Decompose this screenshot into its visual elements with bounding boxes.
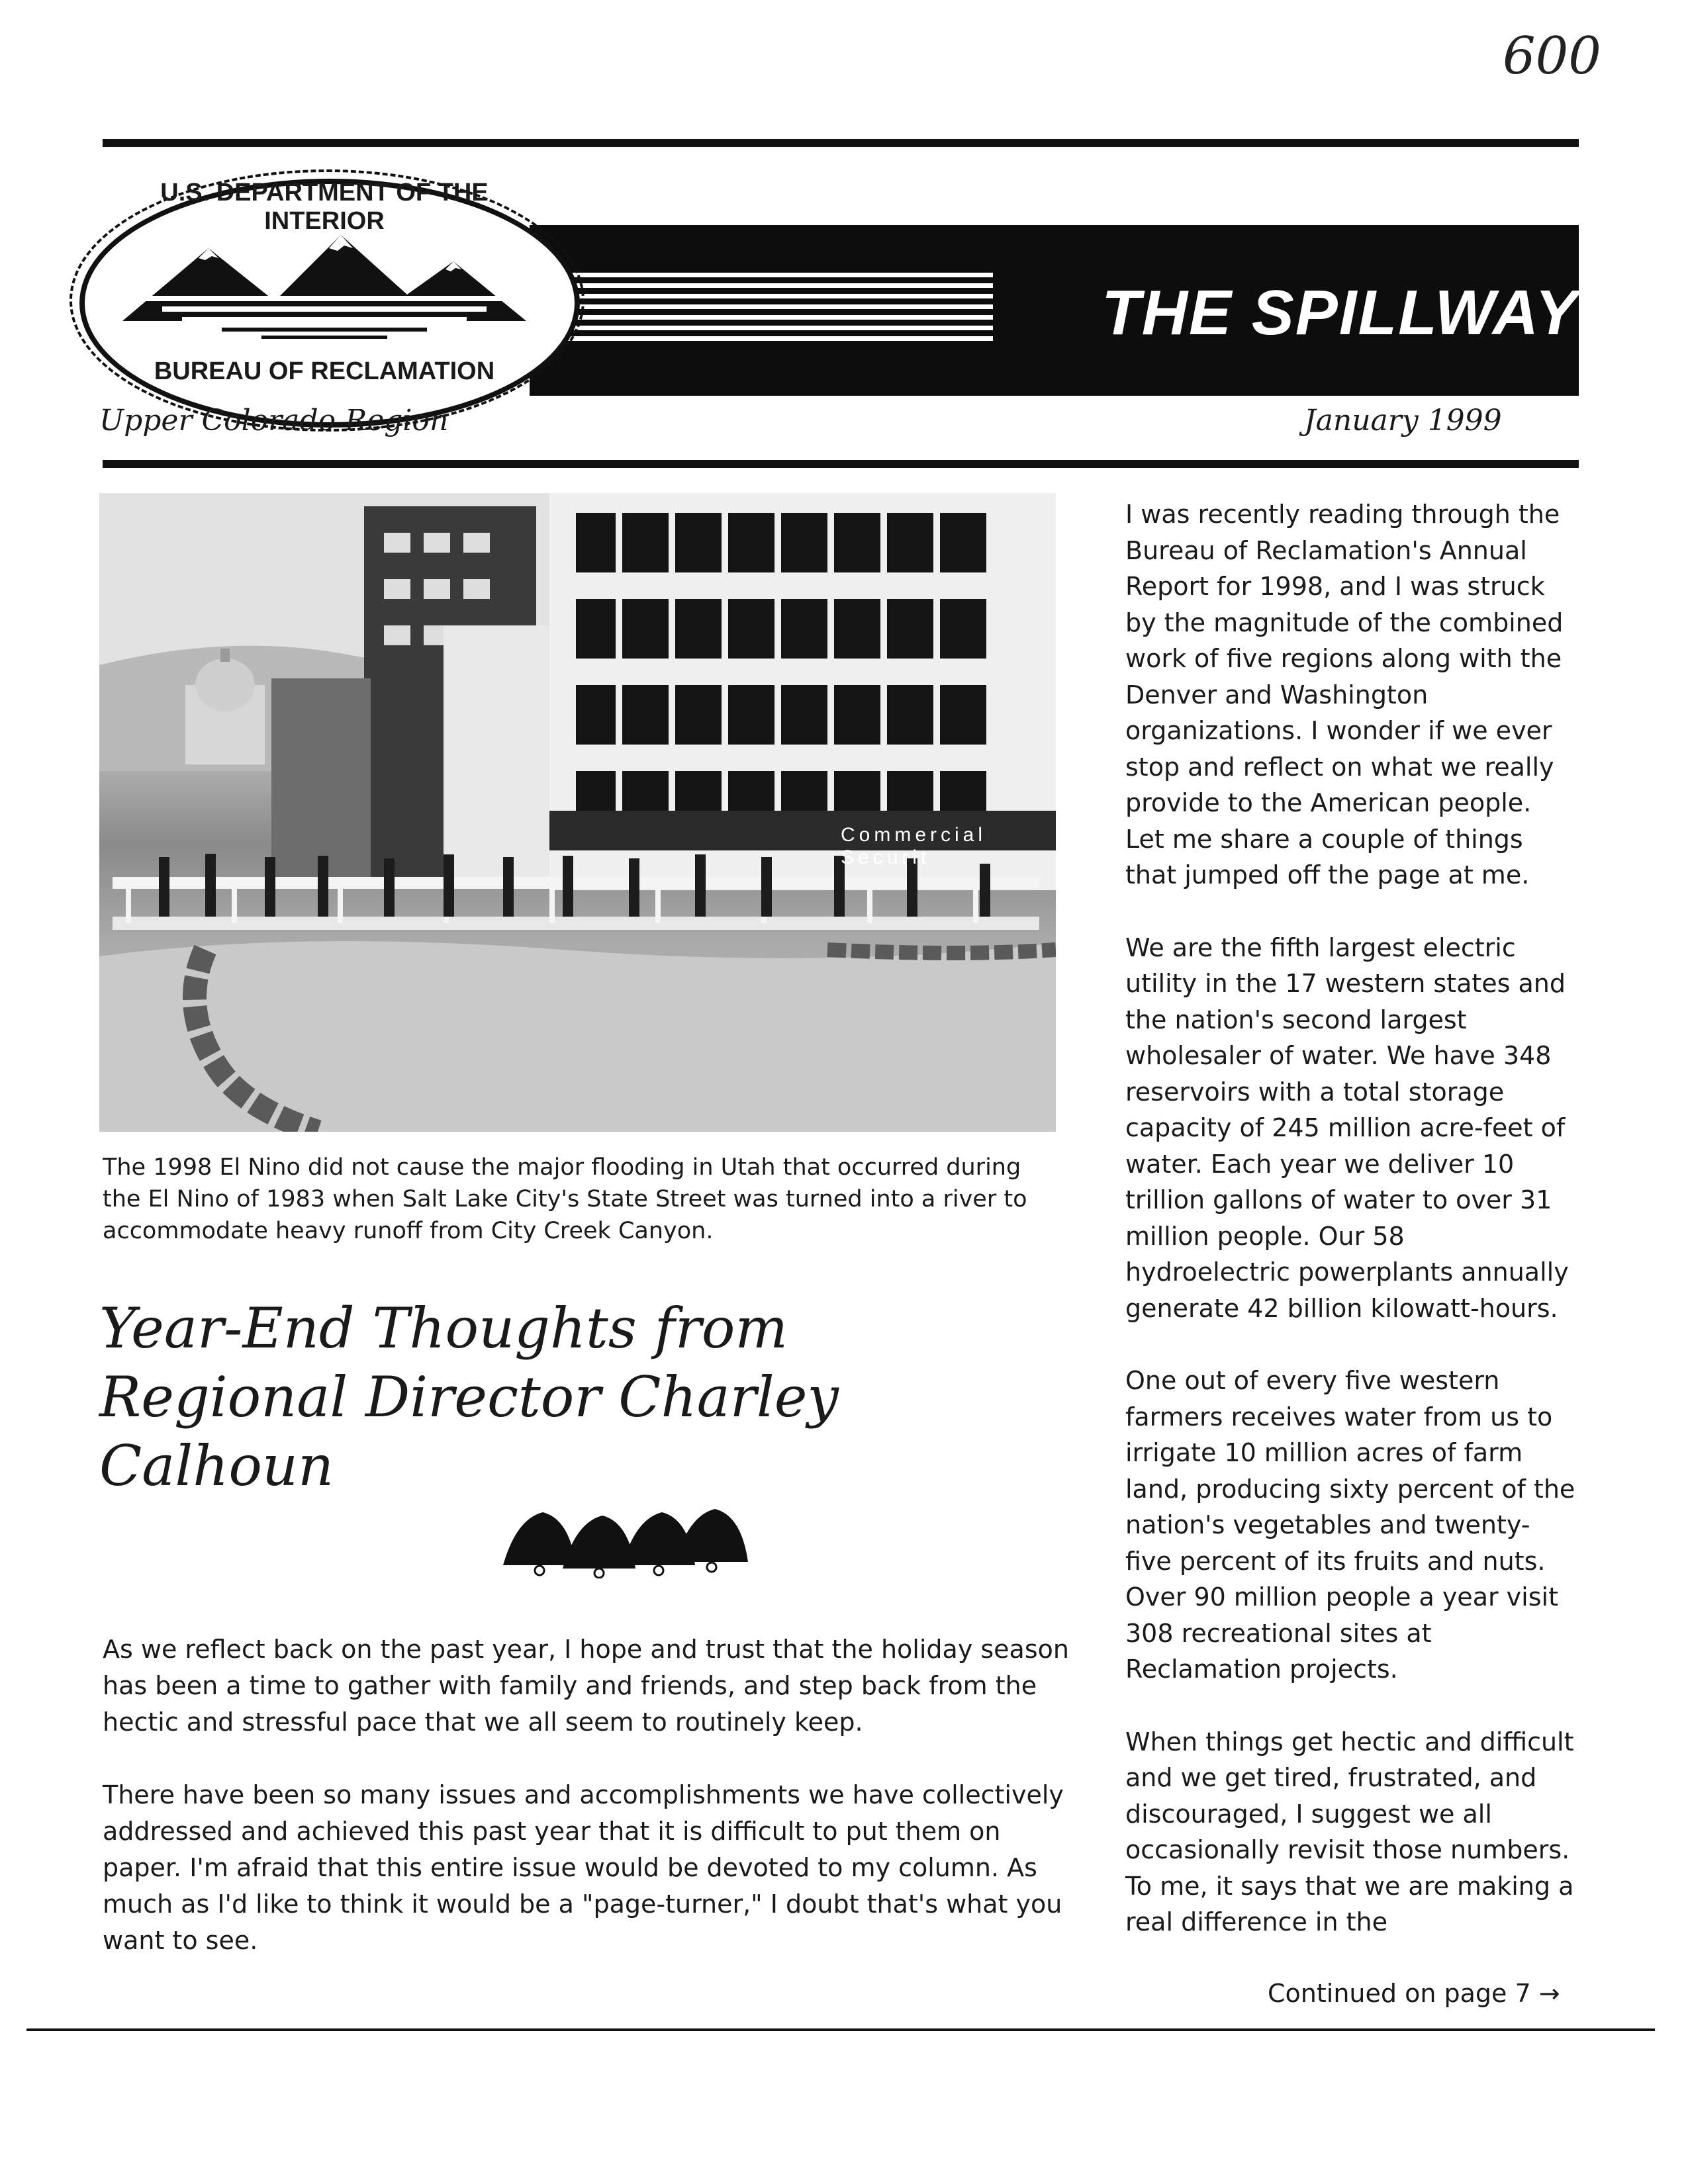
flood-photo bbox=[99, 493, 1056, 1132]
article-right-column bbox=[1125, 496, 1575, 1977]
paragraph: When things get hectic and difficult and we get tired, frustrated, and discouraged, I suggest we all occasionally revisit those numbers. To me, it says that we are making a real difference in the bbox=[1125, 1727, 1574, 1936]
flood-scene-image bbox=[99, 493, 1056, 1132]
mountains-logo-icon bbox=[122, 222, 526, 341]
footer-rule bbox=[26, 2028, 1655, 2031]
region-name: Upper Colorado Region bbox=[99, 404, 449, 437]
paragraph: I was recently reading through the Bureau of Reclamation's Annual Report for 1998, and I was struck by the magnitude of the combined work of five regions along with the Denver and Washington organizations. I wonder if we ever stop and reflect on what we really provide to the American people. Let me share a couple of things that jumped off the page at me. bbox=[1125, 500, 1564, 889]
article-left-column bbox=[103, 1631, 1069, 1995]
bells-icon bbox=[496, 1492, 755, 1578]
photo-caption: The 1998 El Nino did not cause the major flooding in Utah that occurred during the El Nino of 1983 when Salt Lake City's State Street was turned into a river to accommodate heavy runoff from City Creek Canyon. bbox=[103, 1154, 1027, 1244]
banner-speed-stripes bbox=[530, 273, 993, 345]
paragraph: One out of every five western farmers receives water from us to irrigate 10 million acres of farm land, producing sixty percent of the nation's vegetables and twenty-five percent of its fruits and nuts. Over 90 million people a year visit 308 recreational sites at Reclamation projects. bbox=[1125, 1366, 1575, 1684]
article-headline: Year-End Thoughts from Regional Director Charley Calhoun bbox=[99, 1296, 839, 1498]
handwritten-page-note: 600 bbox=[1503, 26, 1601, 86]
continued-link[interactable]: Continued on page 7 → bbox=[1268, 1979, 1560, 2008]
paragraph: As we reflect back on the past year, I hope and trust that the holiday season has been a time to gather with family and friends, and step back from the hectic and stressful pace that we all seem to routinely keep. bbox=[103, 1635, 1069, 1737]
top-rule bbox=[103, 139, 1579, 147]
masthead-bottom-rule bbox=[103, 460, 1579, 468]
newsletter-title: THE SPILLWAY bbox=[1102, 277, 1579, 348]
issue-date: January 1999 bbox=[1304, 404, 1502, 437]
logo-org-top: U.S. DEPARTMENT OF THE INTERIOR bbox=[160, 179, 489, 235]
store-sign: Commercial Securit bbox=[841, 824, 987, 868]
paragraph: We are the fifth largest electric utility in the 17 western states and the nation's second largest wholesaler of water. We have 348 reservoirs with a total storage capacity of 245 million acre-feet of water. Each year we deliver 10 trillion gallons of water to over 31 million people. Our 58 hydroelectric powerplants annually generate 42 billion kilowatt-hours. bbox=[1125, 933, 1569, 1323]
paragraph: There have been so many issues and accomplishments we have collectively addressed and achieved this past year that it is difficult to put them on paper. I'm afraid that this entire issue would be devoted to my column. As much as I'd like to think it would be a "page-turner," I doubt that's what you want to see. bbox=[103, 1780, 1064, 1955]
logo-org-bottom: BUREAU OF RECLAMATION bbox=[154, 357, 495, 385]
